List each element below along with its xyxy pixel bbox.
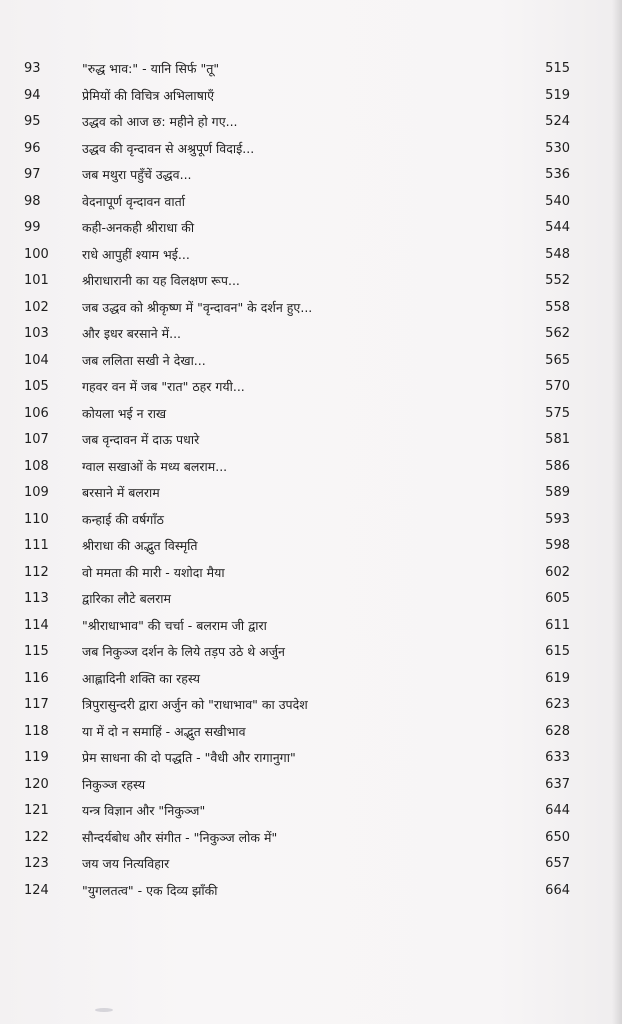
chapter-title: कन्हाई की वर्षगाँठ [82, 511, 164, 527]
page-number: 544 [545, 220, 570, 235]
page-number: 589 [545, 485, 570, 500]
chapter-number: 109 [24, 485, 49, 500]
chapter-title: या में दो न समाहिं - अद्भुत सखीभाव [82, 723, 246, 739]
toc-entry [0, 480, 622, 507]
toc-entry [0, 851, 622, 878]
toc-entry [0, 745, 622, 772]
page-number: 565 [545, 352, 570, 368]
chapter-title: राधे आपुहीं श्याम भई... [82, 246, 190, 262]
toc-entry [0, 586, 622, 613]
chapter-number: 102 [24, 299, 49, 315]
chapter-title: जब मथुरा पहुँचें उद्धव... [82, 167, 192, 182]
chapter-title: कही-अनकही श्रीराधा की [82, 220, 195, 235]
toc-entry [0, 692, 622, 719]
page-number: 650 [545, 829, 570, 845]
toc-entry [0, 56, 622, 83]
chapter-title: जय जय नित्यविहार [82, 856, 170, 871]
page-number: 558 [545, 299, 570, 315]
toc-entry [0, 268, 622, 295]
chapter-title: जब वृन्दावन में दाऊ पधारे [82, 432, 200, 447]
chapter-number: 111 [24, 538, 49, 553]
toc-entry [0, 321, 622, 348]
toc-entry [0, 242, 622, 269]
chapter-number: 101 [24, 273, 49, 288]
chapter-title: श्रीराधारानी का यह विलक्षण रूप... [82, 273, 240, 288]
page-number: 575 [545, 405, 570, 421]
toc-entry [0, 189, 622, 216]
chapter-title: यन्त्र विज्ञान और "निकुञ्ज" [82, 803, 206, 818]
page-number: 633 [545, 750, 570, 765]
chapter-title: प्रेमियों की विचित्र अभिलाषाएँ [82, 87, 214, 103]
page-number: 536 [545, 167, 570, 182]
toc-entry [0, 613, 622, 640]
page-number: 598 [545, 538, 570, 553]
chapter-number: 110 [24, 511, 49, 527]
toc-entry [0, 427, 622, 454]
chapter-title: सौन्दर्यबोध और संगीत - "निकुञ्ज लोक में" [82, 829, 278, 845]
chapter-number: 122 [24, 829, 49, 845]
toc-entry [0, 109, 622, 136]
page-number: 657 [545, 856, 570, 871]
page-number: 562 [545, 326, 570, 341]
chapter-number: 96 [24, 140, 41, 156]
chapter-title: ग्वाल सखाओं के मध्य बलराम... [82, 458, 228, 474]
chapter-number: 99 [24, 220, 41, 235]
page-number: 519 [545, 87, 570, 103]
page-number: 623 [545, 697, 570, 712]
chapter-number: 107 [24, 432, 49, 447]
toc-entry [0, 136, 622, 163]
page-number: 524 [545, 114, 570, 129]
toc-entry [0, 533, 622, 560]
page-number: 619 [545, 670, 570, 686]
toc-entry [0, 878, 622, 905]
toc-entry [0, 666, 622, 693]
toc-entry [0, 83, 622, 110]
toc-entry [0, 348, 622, 375]
page-number: 602 [545, 564, 570, 580]
chapter-number: 103 [24, 326, 49, 341]
chapter-number: 115 [24, 644, 49, 659]
page-number: 540 [545, 193, 570, 209]
toc-entry [0, 560, 622, 587]
page-number: 515 [545, 61, 570, 76]
page-number: 570 [545, 379, 570, 394]
page-number: 586 [545, 458, 570, 474]
chapter-title: प्रेम साधना की दो पद्धति - "वैधी और रागानुगा" [82, 750, 296, 765]
page-number: 637 [545, 776, 570, 792]
chapter-title: गहवर वन में जब "रात" ठहर गयी... [82, 379, 245, 394]
chapter-title: "श्रीराधाभाव" की चर्चा - बलराम जी द्वारा [82, 617, 267, 633]
chapter-number: 93 [24, 61, 41, 76]
toc-entry [0, 215, 622, 242]
toc-entry [0, 825, 622, 852]
chapter-number: 114 [24, 617, 49, 633]
chapter-number: 100 [24, 246, 49, 262]
chapter-number: 117 [24, 697, 49, 712]
chapter-title: उद्धव को आज छ: महीने हो गए... [82, 114, 238, 129]
chapter-title: निकुञ्ज रहस्य [82, 776, 146, 792]
chapter-title: बरसाने में बलराम [82, 485, 160, 500]
page-number: 530 [545, 140, 570, 156]
ink-smudge [95, 1008, 113, 1012]
chapter-number: 112 [24, 564, 49, 580]
chapter-number: 104 [24, 352, 49, 368]
chapter-title: श्रीराधा की अद्भुत विस्मृति [82, 538, 198, 553]
chapter-number: 113 [24, 591, 49, 606]
chapter-number: 118 [24, 723, 49, 739]
toc-entry [0, 772, 622, 799]
page-number: 611 [545, 617, 570, 633]
chapter-title: कोयला भई न राख [82, 405, 167, 421]
chapter-number: 94 [24, 87, 41, 103]
page-number: 593 [545, 511, 570, 527]
chapter-number: 97 [24, 167, 41, 182]
chapter-title: जब निकुञ्ज दर्शन के लिये तड़प उठे थे अर्जुन [82, 644, 285, 659]
chapter-title: और इधर बरसाने में... [82, 326, 182, 341]
chapter-title: "रुद्ध भाव:" - यानि सिर्फ "तू" [82, 61, 220, 76]
page-number: 615 [545, 644, 570, 659]
toc-entry [0, 507, 622, 534]
toc-entry [0, 374, 622, 401]
page-number: 581 [545, 432, 570, 447]
page-number: 548 [545, 246, 570, 262]
page-number: 605 [545, 591, 570, 606]
chapter-number: 108 [24, 458, 49, 474]
toc-entry [0, 401, 622, 428]
chapter-number: 95 [24, 114, 41, 129]
chapter-title: आह्लादिनी शक्ति का रहस्य [82, 670, 200, 686]
chapter-number: 121 [24, 803, 49, 818]
toc-entry [0, 798, 622, 825]
chapter-number: 116 [24, 670, 49, 686]
chapter-title: वेदनापूर्ण वृन्दावन वार्ता [82, 193, 185, 209]
chapter-title: त्रिपुरासुन्दरी द्वारा अर्जुन को "राधाभाव" का उपदेश [82, 697, 308, 712]
chapter-number: 105 [24, 379, 49, 394]
chapter-number: 119 [24, 750, 49, 765]
toc-entry [0, 295, 622, 322]
chapter-number: 123 [24, 856, 49, 871]
chapter-title: जब ललिता सखी ने देखा... [82, 352, 206, 368]
chapter-title: द्वारिका लौटे बलराम [82, 591, 172, 606]
chapter-number: 98 [24, 193, 41, 209]
chapter-title: "युगलतत्व" - एक दिव्य झाँकी [82, 882, 218, 898]
page-number: 644 [545, 803, 570, 818]
toc-entry [0, 162, 622, 189]
toc-entry [0, 639, 622, 666]
toc-entry [0, 454, 622, 481]
chapter-title: जब उद्धव को श्रीकृष्ण में "वृन्दावन" के दर्शन हुए... [82, 299, 313, 315]
page-number: 552 [545, 273, 570, 288]
chapter-title: उद्धव की वृन्दावन से अश्रुपूर्ण विदाई... [82, 140, 255, 156]
chapter-number: 124 [24, 882, 49, 898]
toc-entry [0, 719, 622, 746]
page-number: 628 [545, 723, 570, 739]
page-number: 664 [545, 882, 570, 898]
chapter-title: वो ममता की मारी - यशोदा मैया [82, 564, 225, 580]
chapter-number: 120 [24, 776, 49, 792]
table-of-contents [0, 56, 622, 904]
chapter-number: 106 [24, 405, 49, 421]
